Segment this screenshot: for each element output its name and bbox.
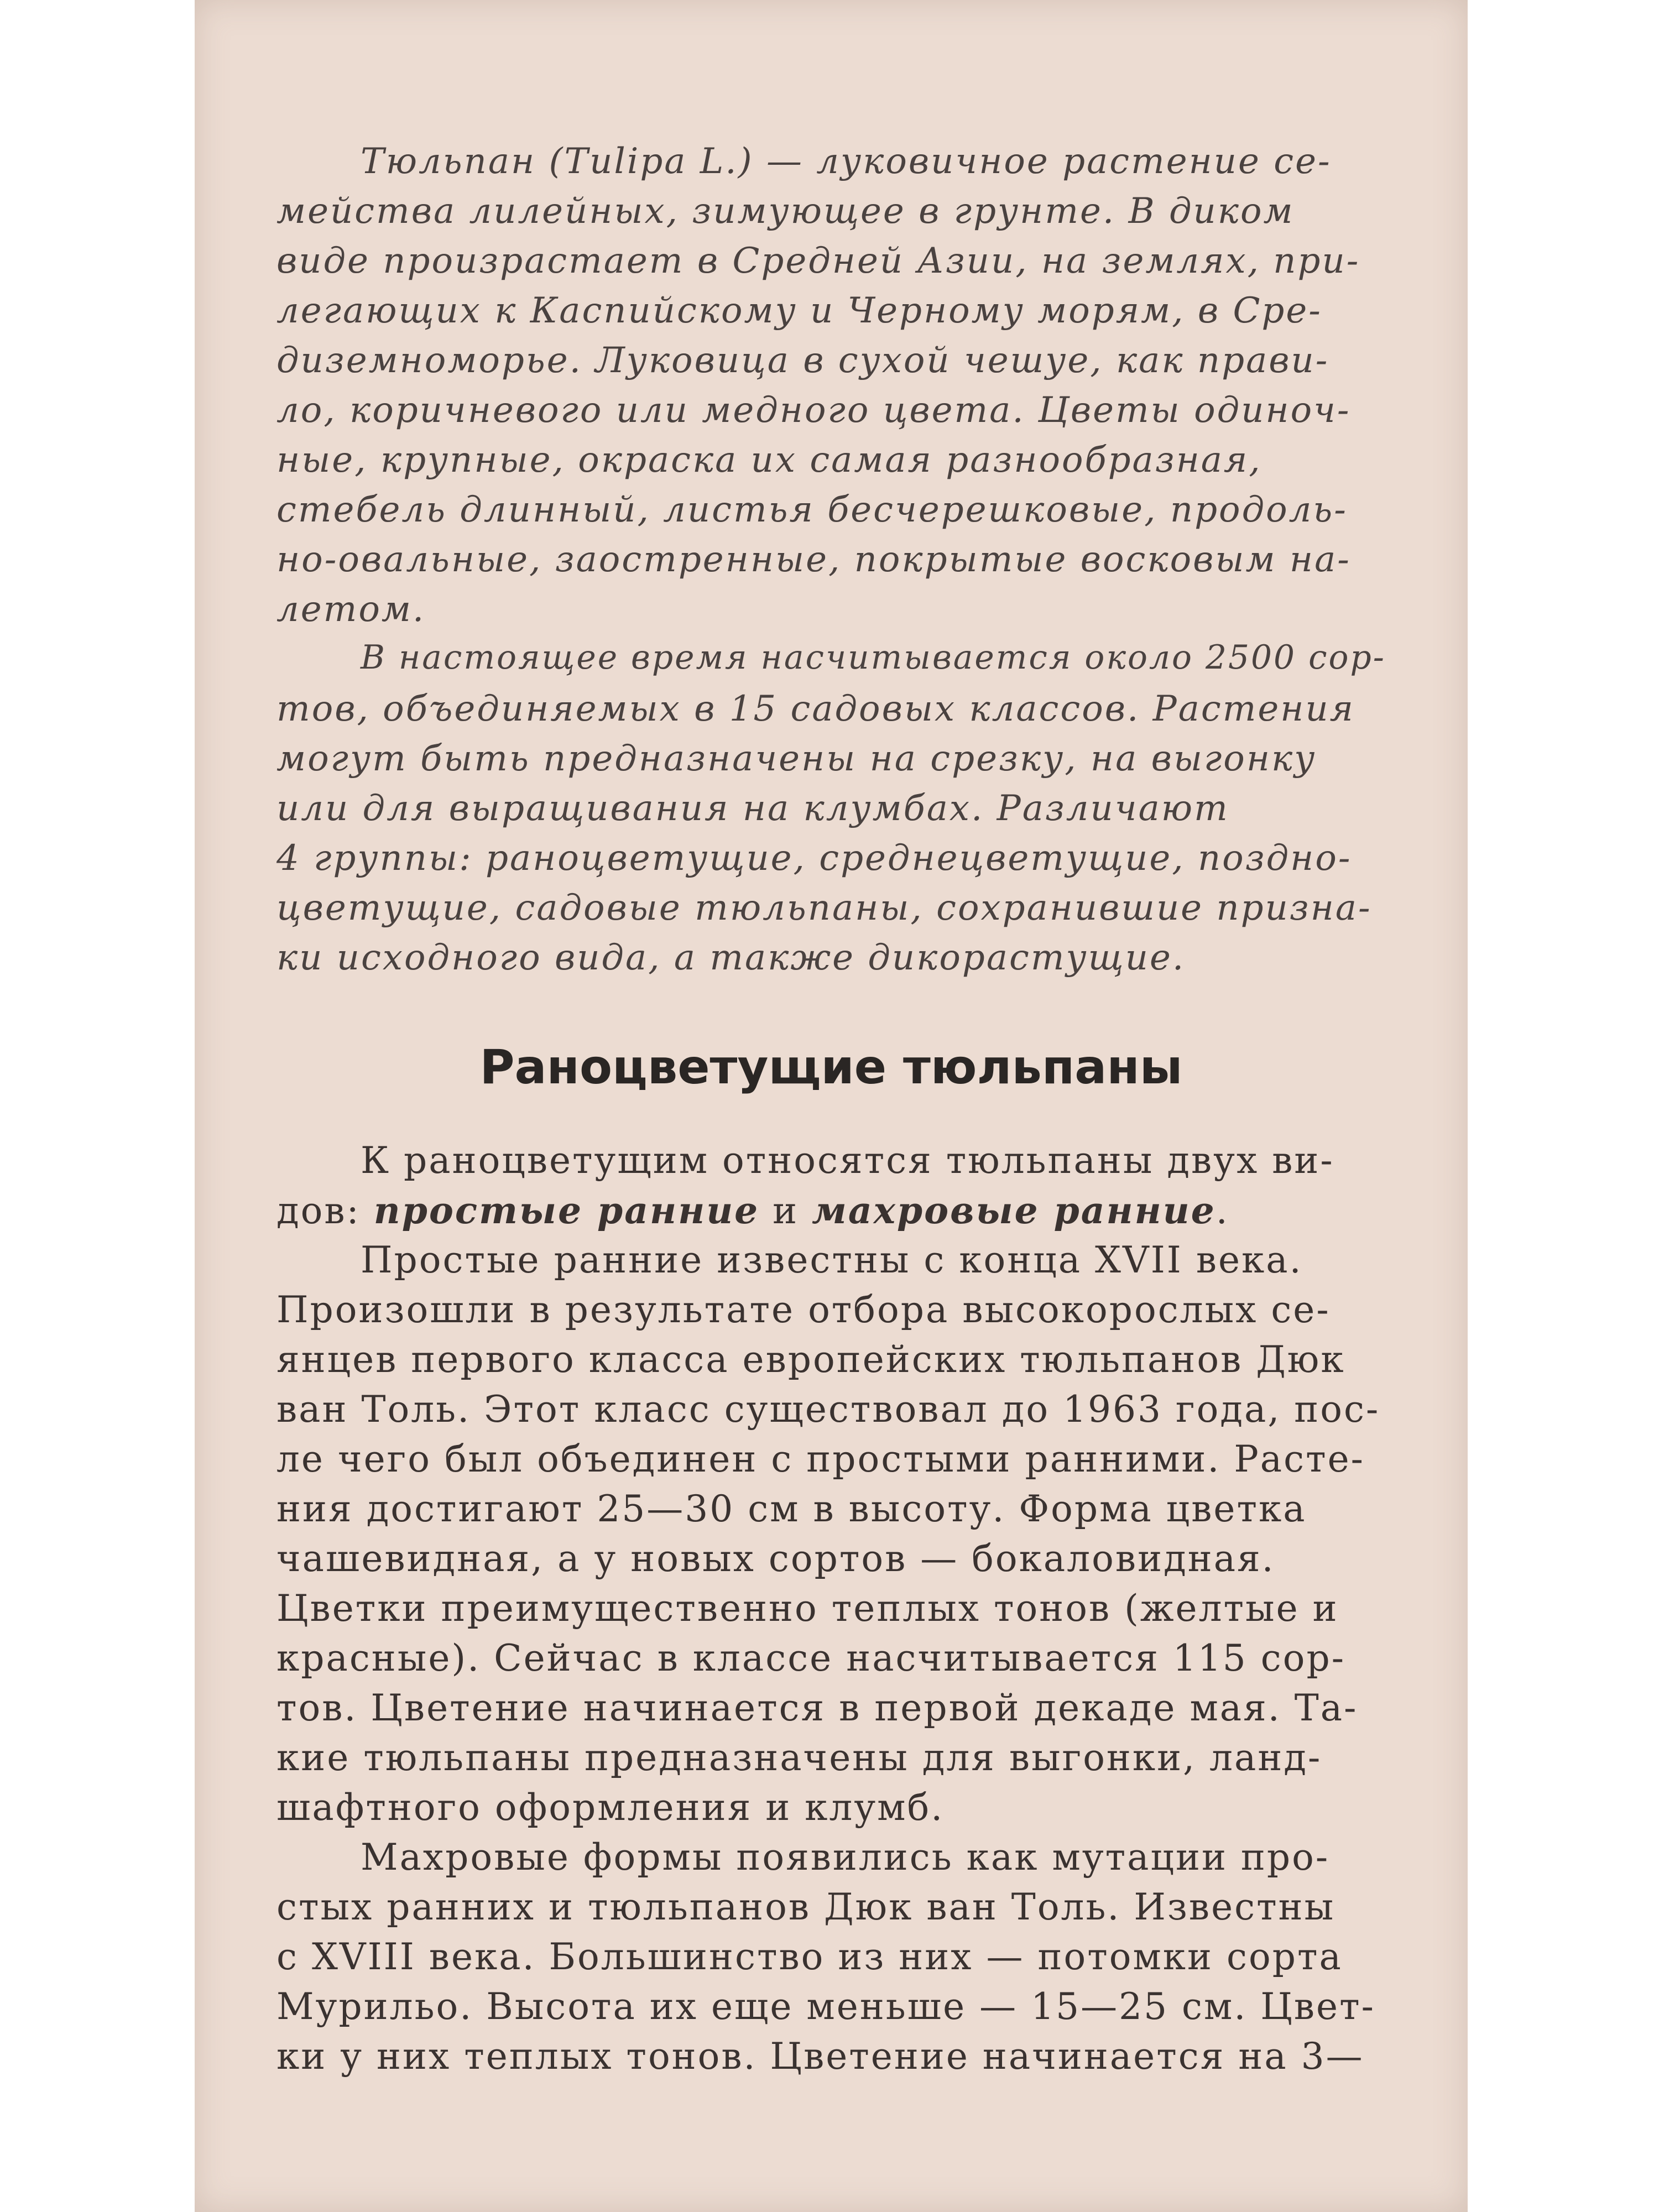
body-line: чашевидная, а у новых сортов — бокаловидная. — [276, 1537, 1275, 1580]
intro-line: ки исходного вида, а также дикорастущие. — [276, 937, 1186, 978]
intro-line: виде произрастает в Средней Азии, на землях, при- — [276, 241, 1360, 281]
intro-line: могут быть предназначены на срезку, на выгонку — [276, 738, 1317, 779]
body-line: ле чего был объединен с простыми ранними. Расте- — [276, 1438, 1365, 1480]
emphasis-simple-early: простые ранние — [373, 1189, 760, 1232]
body-line: кие тюльпаны предназначены для выгонки, ланд- — [276, 1736, 1322, 1779]
body-line: ки у них теплых тонов. Цветение начинается на 3— — [276, 2035, 1364, 2078]
section-heading: Раноцветущие тюльпаны — [479, 1040, 1183, 1095]
body-line: красные). Сейчас в классе насчитывается 115 сор- — [276, 1637, 1346, 1679]
body-text-fragment: и — [759, 1190, 812, 1232]
intro-line: В настоящее время насчитывается около 2500 сор- — [361, 639, 1386, 677]
intro-line: или для выращивания на клумбах. Различают — [276, 788, 1229, 829]
body-text-fragment: . — [1215, 1190, 1229, 1232]
intro-line: летом. — [276, 589, 426, 630]
intro-line: цветущие, садовые тюльпаны, сохранившие призна- — [276, 888, 1372, 928]
intro-line: легающих к Каспийскому и Черному морям, в Сре- — [276, 290, 1322, 331]
intro-line: ные, крупные, окраска их самая разнообразная, — [276, 440, 1262, 481]
body-line-with-emphasis — [276, 1189, 1386, 1232]
body-line: ния достигают 25—30 см в высоту. Форма цветка — [276, 1488, 1307, 1530]
body-line: стых ранних и тюльпанов Дюк ван Толь. Известны — [276, 1886, 1335, 1928]
body-text-fragment: дов: — [276, 1190, 374, 1232]
intro-line: Тюльпан (Tulipa L.) — луковичное растение се- — [361, 141, 1332, 182]
body-line: К раноцветущим относятся тюльпаны двух ви- — [361, 1139, 1334, 1182]
intro-line: мейства лилейных, зимующее в грунте. В диком — [276, 191, 1295, 232]
body-line: Произошли в результате отбора высокорослых се- — [276, 1288, 1331, 1331]
intro-line: но-овальные, заостренные, покрытые восковым на- — [276, 539, 1351, 580]
body-line: Мурильо. Высота их еще меньше — 15—25 см. Цвет- — [276, 1985, 1375, 2028]
body-line: Цветки преимущественно теплых тонов (желтые и — [276, 1587, 1339, 1630]
intro-line: ло, коричневого или медного цвета. Цветы одиноч- — [276, 390, 1351, 431]
body-line: с XVIII века. Большинство из них — потомки сорта — [276, 1936, 1343, 1978]
body-line: янцев первого класса европейских тюльпанов Дюк — [276, 1338, 1345, 1381]
intro-line: диземноморье. Луковица в сухой чешуе, как прави- — [276, 340, 1329, 381]
intro-line: тов, объединяемых в 15 садовых классов. Растения — [276, 688, 1355, 729]
intro-line: стебель длинный, листья бесчерешковые, продоль- — [276, 489, 1348, 530]
body-line: Махровые формы появились как мутации про- — [361, 1836, 1330, 1879]
book-page — [195, 0, 1468, 2212]
emphasis-double-early: махровые ранние — [812, 1189, 1216, 1232]
body-line: Простые ранние известны с конца XVII века. — [361, 1239, 1303, 1281]
body-line: шафтного оформления и клумб. — [276, 1786, 945, 1829]
body-line: ван Толь. Этот класс существовал до 1963 года, пос- — [276, 1388, 1380, 1431]
intro-line: 4 группы: раноцветущие, среднецветущие, поздно- — [276, 838, 1352, 879]
body-line: тов. Цветение начинается в первой декаде мая. Та- — [276, 1687, 1358, 1729]
